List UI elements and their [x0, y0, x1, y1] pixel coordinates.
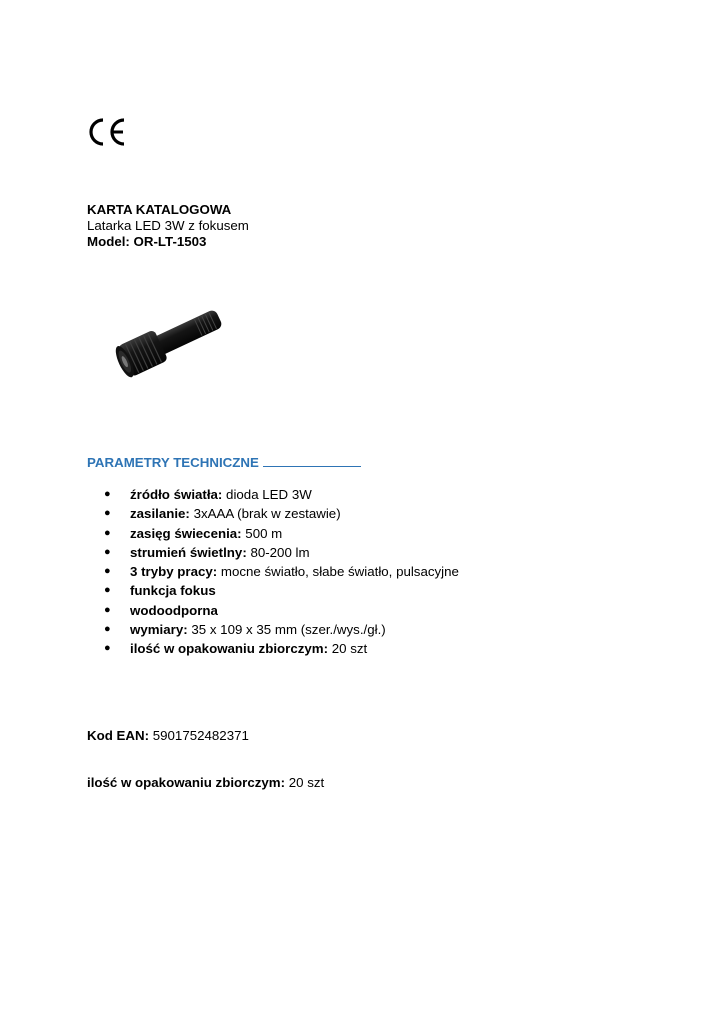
bulk-quantity-label: ilość w opakowaniu zbiorczym: — [87, 775, 286, 790]
bullet-icon: ● — [104, 565, 111, 578]
document-header — [87, 202, 249, 250]
parameters-list — [104, 485, 459, 659]
flashlight-image — [108, 300, 233, 390]
bullet-icon: ● — [104, 488, 111, 500]
section-heading — [87, 455, 361, 470]
list-item: ● 3 tryby pracy: mocne światło, słabe światło, pulsacyjne — [104, 564, 459, 580]
bullet-icon: ● — [104, 584, 111, 597]
list-item: ● strumień świetlny: 80-200 lm — [104, 544, 310, 560]
bullet-icon: ● — [104, 545, 111, 558]
ean-label: Kod EAN: — [87, 728, 150, 743]
bulk-quantity-value: 20 szt — [285, 775, 325, 790]
list-item: ● zasilanie: 3xAAA (brak w zestawie) — [104, 506, 341, 522]
bullet-icon: ● — [104, 603, 111, 616]
model-label: Model: — [87, 234, 130, 249]
bullet-icon: ● — [104, 623, 111, 636]
list-item: ● funkcja fokus — [104, 583, 216, 599]
ean-value: 5901752482371 — [149, 728, 249, 743]
list-item: ● wodoodporna — [104, 602, 218, 618]
ce-mark-icon — [86, 117, 128, 147]
list-item: ● zasięg świecenia: 500 m — [104, 525, 283, 541]
bullet-icon: ● — [104, 526, 111, 539]
heading-underline — [263, 455, 361, 467]
section-heading-text: PARAMETRY TECHNICZNE — [87, 455, 259, 470]
bulk-quantity-line — [87, 775, 324, 790]
bullet-icon: ● — [104, 642, 111, 655]
bullet-icon: ● — [104, 507, 111, 520]
model-value: OR-LT-1503 — [133, 234, 207, 249]
list-item: ● ilość w opakowaniu zbiorczym: 20 szt — [104, 641, 368, 657]
ean-line — [87, 728, 249, 743]
list-item: ● wymiary: 35 x 109 x 35 mm (szer./wys./gł.) — [104, 622, 386, 638]
model-line — [87, 234, 249, 250]
list-item: ● źródło światła: dioda LED 3W — [104, 487, 312, 502]
document-title: KARTA KATALOGOWA — [87, 202, 232, 217]
product-name: Latarka LED 3W z fokusem — [87, 218, 249, 233]
